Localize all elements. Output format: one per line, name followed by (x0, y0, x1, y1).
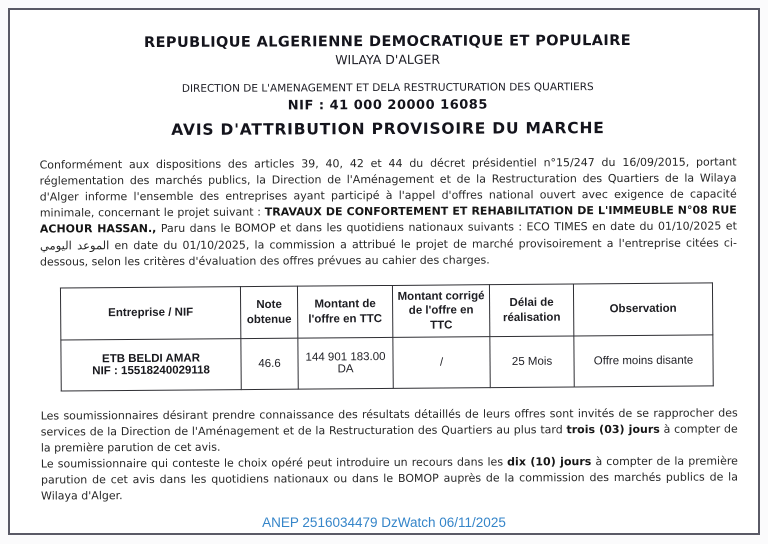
intro-text-1: Conformément aux dispositions des articles 39, 40, 42 et 44 du décret présidentiel n°15/247 du 16/09/2015, portant réglementation des marchés publics, la Direction de l'Aménagement et de la Restructuration des Quartiers de la Wilaya d'Alger informe l'ensemble des entreprises ayant participé à l'appel d'offres national ouvert avec exigence de capacité minimale, concernant le projet suivant : (39, 155, 737, 220)
cell-montant: 144 901 183.00 DA (298, 338, 393, 390)
closing1-text-2: à compter de la première parution de cet avis. (40, 422, 738, 455)
col-header-montant-corrige: Montant corrigé de l'offre en TTC (392, 285, 489, 338)
table-row (61, 335, 713, 391)
closing2-delay-bold: dix (10) jours (507, 455, 592, 469)
intro-text-2: Paru dans le BOMOP et dans les quotidiens nationaux suivants : ECO TIMES en date du 01/10/2025 et (156, 219, 737, 235)
col-header-montant-offre: Montant de l'offre en TTC (297, 285, 392, 338)
cell-entreprise-nif (61, 339, 241, 391)
document-border-frame (8, 8, 760, 535)
intro-text-3: en date du 01/10/2025, la commission a attribué le projet de marché provisoirement a l'entreprise citées ci-dessous, selon les critères d'évaluation des offres prévues au cahier des charges. (39, 236, 737, 269)
col-header-note-obtenue: Note obtenue (240, 286, 297, 339)
attribution-table-header (60, 283, 712, 340)
cell-note: 46.6 (241, 338, 298, 389)
arabic-newspaper-name: الموعد اليومي (39, 238, 110, 253)
closing2-text-2: à compter de la première parution de cet avis dans les quotidiens nationaux ou dans le BOMOP auprès de la commission des marchés publics de la Wilaya d'Alger. (40, 454, 738, 503)
col-header-observation: Observation (573, 283, 712, 336)
notice-content (9, 8, 759, 504)
closing1-text-1: Les soumissionnaires désirant prendre connaissance des résultats détaillés de leurs offres sont invités de se rapprocher des services de la Direction de l'Aménagement et de la Restructuration des Quartiers au plus tard (40, 406, 738, 439)
nif-line: NIF : 41 000 20000 16085 (287, 97, 488, 114)
cell-montant-corrige: / (393, 337, 490, 389)
entreprise-nif: NIF : 15518240029118 (92, 364, 210, 378)
cell-observation: Offre moins disante (574, 335, 713, 387)
notice-title: AVIS D'ATTRIBUTION PROVISOIRE DU MARCHE (171, 119, 605, 139)
closing1-delay-bold: trois (03) jours (566, 422, 660, 437)
entreprise-name: ETB BELDI AMAR (101, 352, 201, 366)
intro-paragraph (40, 154, 737, 270)
closing-paragraph-2 (41, 454, 738, 505)
table-header-row (60, 283, 712, 340)
wilaya-subtitle: WILAYA D'ALGER (335, 51, 441, 68)
anep-footer: ANEP 2516034479 DzWatch 06/11/2025 (262, 515, 506, 530)
attribution-table (60, 282, 714, 391)
col-header-delai: Délai de réalisation (489, 284, 573, 337)
direction-line: DIRECTION DE L'AMENAGEMENT ET DELA RESTRUCTURATION DES QUARTIERS (181, 81, 594, 95)
col-header-entreprise-nif: Entreprise / NIF (60, 287, 240, 341)
closing2-text-1: Le soumissionnaire qui conteste le choix opéré peut introduire un recours dans les (40, 455, 508, 471)
closing-paragraph-1 (41, 406, 738, 457)
project-title-bold: TRAVAUX DE CONFORTEMENT ET REHABILITATION DE L'IMMEUBLE N°08 RUE ACHOUR HASSAN., (39, 203, 737, 236)
cell-delai: 25 Mois (490, 336, 574, 388)
republic-title: REPUBLIQUE ALGERIENNE DEMOCRATIQUE ET POPULAIRE (143, 32, 632, 52)
